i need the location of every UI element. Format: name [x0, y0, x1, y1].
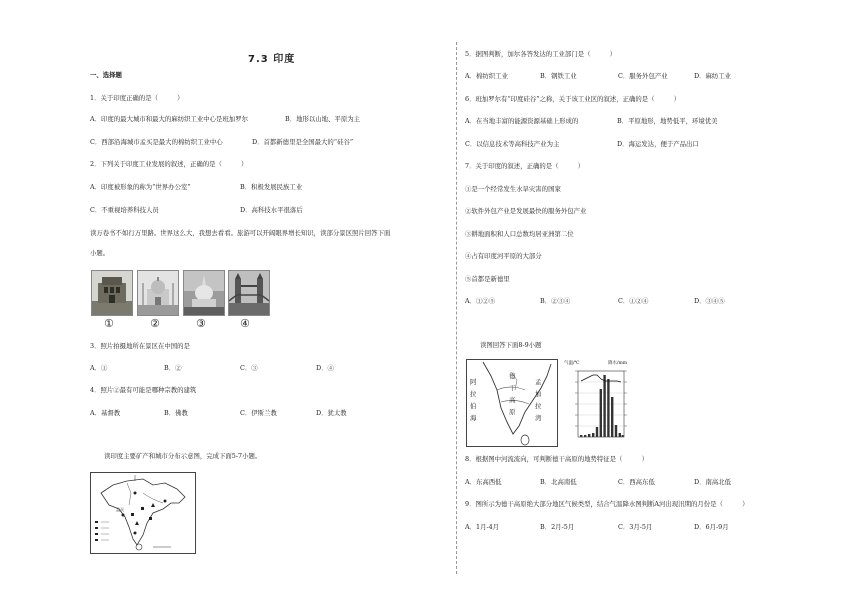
q6-option-c: C．以信息技术等高科技产业为主 — [465, 140, 560, 148]
q4-option-a: A．基督教 — [90, 409, 121, 417]
photo-label-3: ③ — [196, 317, 206, 330]
photo-label-2: ② — [150, 317, 160, 330]
q8-option-c: C．西高东低 — [618, 478, 655, 486]
q3-option-a: A．① — [90, 364, 108, 372]
map2-label-bengal-4: 湾 — [535, 414, 542, 422]
q7-option-c: C．①②④ — [618, 297, 649, 305]
chart-temp-label: 气温/℃ — [564, 361, 580, 366]
q9-option-c: C．3月-5月 — [618, 523, 653, 531]
deccan-plateau-map — [466, 359, 558, 447]
q2-option-d: D．高科技水平很落后 — [240, 206, 303, 214]
question-4: 4．照片②最有可能是哪种宗教的建筑 — [90, 386, 197, 394]
q8-option-a: A．东高西低 — [465, 478, 502, 486]
q8-option-b: B．北高南低 — [540, 478, 577, 486]
intro-q5-7: 读印度主要矿产和城市分布示意图，完成下面5-7小题。 — [104, 452, 262, 460]
q5-option-c: C．服务外包产业 — [618, 72, 668, 80]
map2-label-arabian-2: 拉 — [470, 390, 477, 398]
q7-option-b: B．②③④ — [540, 297, 571, 305]
map2-label-bengal-3: 拉 — [535, 402, 542, 410]
q1-option-b: B．地形以山地、平原为主 — [285, 115, 360, 123]
intro-q3-4: 读万卷书不如行万里路。世界这么大，我想去看看。旅游可以开阔眼界增长知识，读部分景区照片回答下面 — [90, 229, 391, 237]
q8-option-d: D．南高北低 — [694, 478, 732, 486]
photo-2 — [137, 270, 179, 316]
q7-item-1: ①是一个经常发生水旱灾害的国家 — [465, 185, 561, 193]
q6-option-a: A．在当地丰富的能源资源基础上形成的 — [465, 117, 579, 125]
q4-option-d: D．犹太教 — [316, 409, 347, 417]
q6-option-d: D．海运发达，便于产品出口 — [617, 140, 699, 148]
section-heading: 一、选择题 — [90, 71, 122, 79]
q7-option-a: A．①②⑤ — [465, 297, 496, 305]
intro-q3-4-cont: 小题。 — [90, 249, 110, 257]
q1-option-d: D．首都新德里是全国最大的“硅谷” — [252, 138, 354, 146]
map2-label-arabian-1: 阿 — [470, 378, 477, 386]
map1-city-label: 孟买 — [116, 507, 124, 512]
photo-label-1: ① — [104, 317, 114, 330]
q9-option-a: A．1月-4月 — [465, 523, 500, 531]
q2-option-b: B．积极发展民族工业 — [240, 183, 303, 191]
intro-q8-9: 读图回答下面8-9小题 — [480, 341, 542, 349]
q3-option-b: B．② — [164, 364, 182, 372]
question-5: 5．据图判断，加尔各答发达的工业部门是（ ） — [465, 50, 617, 58]
q5-option-a: A．棉纺织工业 — [465, 72, 508, 80]
q1-option-c: C．西部沿海城市孟买是最大的棉纺织工业中心 — [90, 138, 223, 146]
map2-label-bengal-1: 孟 — [535, 378, 542, 386]
photo-3 — [183, 270, 225, 316]
q7-item-4: ④占有印度河平原的大部分 — [465, 252, 542, 260]
column-divider — [456, 42, 457, 574]
q5-option-d: D．麻纺工业 — [694, 72, 732, 80]
q2-option-a: A．印度被形象的称为“世界办公室” — [90, 183, 191, 191]
q6-option-b: B．平原地形，地势低平，环境优美 — [617, 117, 718, 125]
map2-label-deccan-4: 原 — [509, 408, 516, 416]
question-7: 7．关于印度的叙述，正确的是（ ） — [465, 162, 585, 170]
question-2: 2．下列关于印度工业发展的叙述，正确的是（ ） — [90, 160, 248, 168]
question-6: 6．班加罗尔有“印度硅谷”之称，关于该工业区的叙述，正确的是（ ） — [465, 95, 681, 103]
q7-item-5: ⑤首都是新德里 — [465, 275, 510, 283]
map2-label-bengal-2: 加 — [535, 390, 542, 398]
q5-option-b: B．钢铁工业 — [540, 72, 577, 80]
question-3: 3．照片拍摄地所在景区在中国的是 — [90, 342, 190, 350]
q4-option-b: B．佛教 — [164, 409, 188, 417]
map2-label-deccan-2: 干 — [509, 384, 516, 392]
chart-precip-label: 降水/mm — [608, 361, 628, 366]
page-title: 7.3 印度 — [248, 54, 296, 65]
question-9: 9．图所示为德干高原绝大部分地区气候类型，结合气温降水图判断A河出现汛期的月份是（ ） — [465, 500, 749, 508]
q7-item-3: ③耕地面积和人口总数均居亚洲第二位 — [465, 230, 574, 238]
q2-option-c: C．不重视培养科技人员 — [90, 206, 159, 214]
question-1: 1．关于印度正确的是（ ） — [90, 94, 184, 102]
map2-label-deccan-3: 高 — [509, 396, 516, 404]
climate-chart — [564, 361, 638, 445]
question-8: 8．根据图中河流流向，可判断德干高原的地势特征是（ ） — [465, 455, 649, 463]
photo-1 — [91, 270, 133, 316]
q3-option-c: C．③ — [240, 364, 258, 372]
q9-option-d: D．6月-9月 — [694, 523, 729, 531]
india-minerals-map — [90, 472, 196, 554]
q7-option-d: D．③④⑤ — [694, 297, 725, 305]
q4-option-c: C．伊斯兰教 — [240, 409, 277, 417]
photo-label-4: ④ — [240, 317, 250, 330]
map2-label-deccan-1: 德 — [509, 372, 516, 380]
q3-option-d: D．④ — [316, 364, 334, 372]
map2-label-arabian-3: 伯 — [470, 402, 477, 410]
photo-4 — [228, 270, 270, 316]
q9-option-b: B．2月-5月 — [540, 523, 575, 531]
q1-option-a: A．印度的最大城市和最大的麻纺织工业中心是班加罗尔 — [90, 115, 248, 123]
map2-label-arabian-4: 海 — [470, 414, 477, 422]
q7-item-2: ②软件外包产业是发展最快的服务外包产业 — [465, 207, 587, 215]
